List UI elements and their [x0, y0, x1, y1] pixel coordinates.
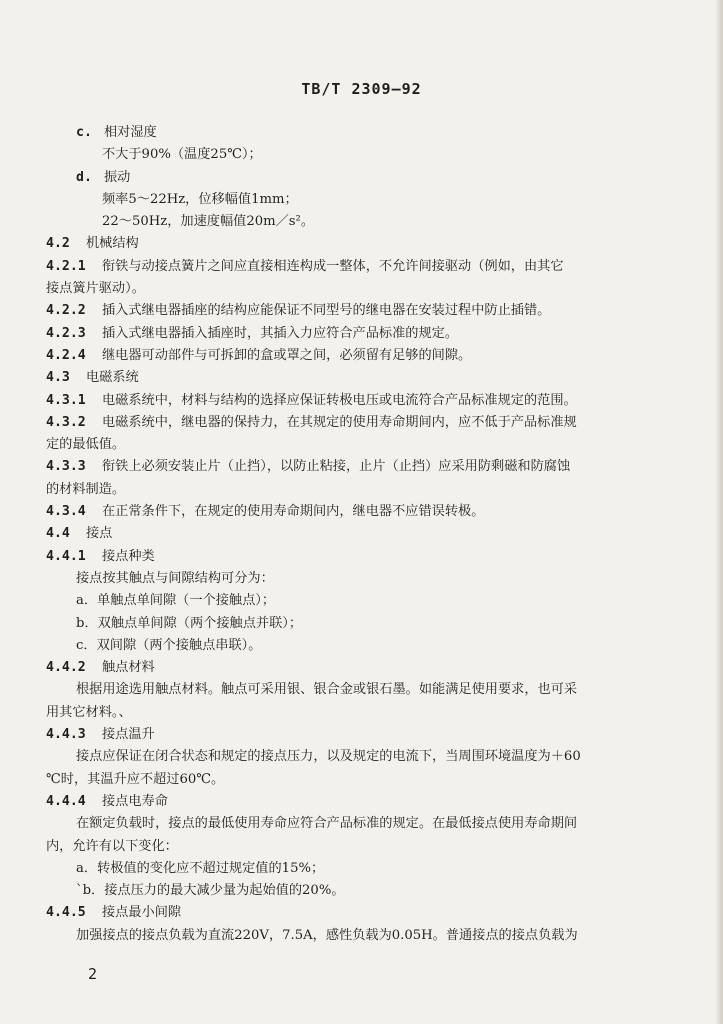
- item-title: 振动: [104, 169, 131, 185]
- section-number: 4.4.1: [46, 548, 86, 564]
- clause-text: 电磁系统中，继电器的保持力，在其规定的使用寿命期间内，应不低于产品标准规: [102, 414, 577, 430]
- section-number: 4.4.2: [46, 660, 86, 676]
- list-item: c．双间隙（两个接触点串联）。: [76, 637, 262, 653]
- clause-4-3-4: [46, 501, 658, 523]
- section-number: 4.4.5: [46, 905, 86, 921]
- clause-text: 继电器可动部件与可拆卸的盒或罩之间，必须留有足够的间隙。: [102, 347, 472, 363]
- clause-4-4-3: [46, 724, 658, 746]
- paragraph-line: 接点簧片驱动）。: [46, 281, 145, 297]
- clause-text: 插入式继电器插入插座时，其插入力应符合产品标准的规定。: [102, 325, 459, 341]
- clause-title: 接点种类: [102, 548, 155, 564]
- section-title: 接点: [86, 526, 113, 542]
- section-number: 4.2.4: [46, 347, 86, 363]
- paragraph-line: 22～50Hz，加速度幅值20m／s²。: [102, 214, 315, 230]
- clause-text: 衔铁上必须安装止片（止挡），以防止粘接，止片（止挡）应采用防剩磁和防腐蚀: [102, 459, 571, 475]
- clause-4-4-1: [46, 546, 658, 568]
- clause-title: 接点电寿命: [102, 793, 168, 809]
- section-4-3: [46, 367, 658, 389]
- paragraph-line: 不大于90%（温度25℃）；: [102, 147, 262, 163]
- item-label: d.: [76, 169, 92, 185]
- clause-4-2-3: [46, 323, 658, 345]
- standard-header: TB/T 2309—92: [301, 80, 422, 98]
- clause-4-3-1: [46, 390, 658, 412]
- paragraph-line: 接点按其触点与间隙结构可分为：: [76, 570, 274, 586]
- clause-4-2-1: [46, 256, 658, 278]
- paragraph-line: 加强接点的接点负载为直流220V，7.5A，感性负载为0.05H。普通接点的接点负载为: [76, 927, 578, 943]
- section-4-2: [46, 233, 658, 255]
- list-item: a．转极值的变化应不超过规定值的15%；: [76, 860, 325, 876]
- paragraph-line: 内，允许有以下变化：: [46, 838, 178, 854]
- document-body: [46, 122, 658, 947]
- section-number: 4.2.3: [46, 325, 86, 341]
- section-number: 4.4: [46, 526, 70, 542]
- clause-4-2-4: [46, 345, 658, 367]
- section-title: 电磁系统: [86, 370, 139, 386]
- clause-4-3-2: [46, 412, 658, 434]
- clause-title: 触点材料: [102, 660, 155, 676]
- paragraph-line: 根据用途选用触点材料。触点可采用银、银合金或银石墨。如能满足使用要求，也可采: [76, 682, 578, 698]
- clause-4-4-4: [46, 791, 658, 813]
- list-item: b．双触点单间隙（两个接触点并联）；: [76, 615, 303, 631]
- section-number: 4.3.4: [46, 504, 86, 520]
- clause-title: 接点温升: [102, 727, 155, 743]
- paragraph-line: 定的最低值。: [46, 437, 126, 453]
- section-number: 4.3.1: [46, 392, 86, 408]
- clause-title: 接点最小间隙: [102, 905, 182, 921]
- section-number: 4.3.2: [46, 414, 86, 430]
- item-c: [46, 122, 658, 144]
- clause-text: 在正常条件下，在规定的使用寿命期间内，继电器不应错误转极。: [102, 504, 485, 520]
- section-number: 4.2.1: [46, 258, 86, 274]
- page-number: 2: [88, 965, 98, 983]
- page-edge-shadow: [715, 0, 723, 1024]
- section-number: 4.2.2: [46, 303, 86, 319]
- paragraph-line: 用其它材料。、: [46, 704, 132, 720]
- section-title: 机械结构: [86, 236, 139, 252]
- list-item: `b．接点压力的最大减少量为起始值的20%。: [76, 883, 345, 899]
- clause-text: 衔铁与动接点簧片之间应直接相连构成一整体，不允许间接驱动（例如，由其它: [102, 258, 564, 274]
- section-number: 4.3.3: [46, 459, 86, 475]
- paragraph-line: ℃时，其温升应不超过60℃。: [46, 771, 225, 787]
- paragraph-line: 接点应保证在闭合状态和规定的接点压力，以及规定的电流下，当周围环境温度为＋60: [76, 749, 581, 765]
- paragraph-line: 在额定负载时，接点的最低使用寿命应符合产品标准的规定。在最低接点使用寿命期间: [76, 816, 578, 832]
- paragraph-line: 的材料制造。: [46, 481, 126, 497]
- clause-4-4-5: [46, 902, 658, 924]
- section-number: 4.3: [46, 370, 70, 386]
- clause-4-2-2: [46, 300, 658, 322]
- item-d: [46, 167, 658, 189]
- list-item: a．单触点单间隙（一个接触点）；: [76, 593, 276, 609]
- section-number: 4.4.4: [46, 793, 86, 809]
- paragraph-line: 频率5～22Hz，位移幅值1mm；: [102, 191, 298, 207]
- item-title: 相对湿度: [104, 125, 157, 140]
- item-label: c.: [76, 125, 92, 140]
- clause-text: 电磁系统中，材料与结构的选择应保证转极电压或电流符合产品标准规定的范围。: [102, 392, 577, 408]
- clause-4-4-2: [46, 657, 658, 679]
- section-number: 4.2: [46, 236, 70, 252]
- clause-text: 插入式继电器插座的结构应能保证不同型号的继电器在安装过程中防止插错。: [102, 303, 551, 319]
- section-number: 4.4.3: [46, 727, 86, 743]
- section-4-4: [46, 523, 658, 545]
- clause-4-3-3: [46, 456, 658, 478]
